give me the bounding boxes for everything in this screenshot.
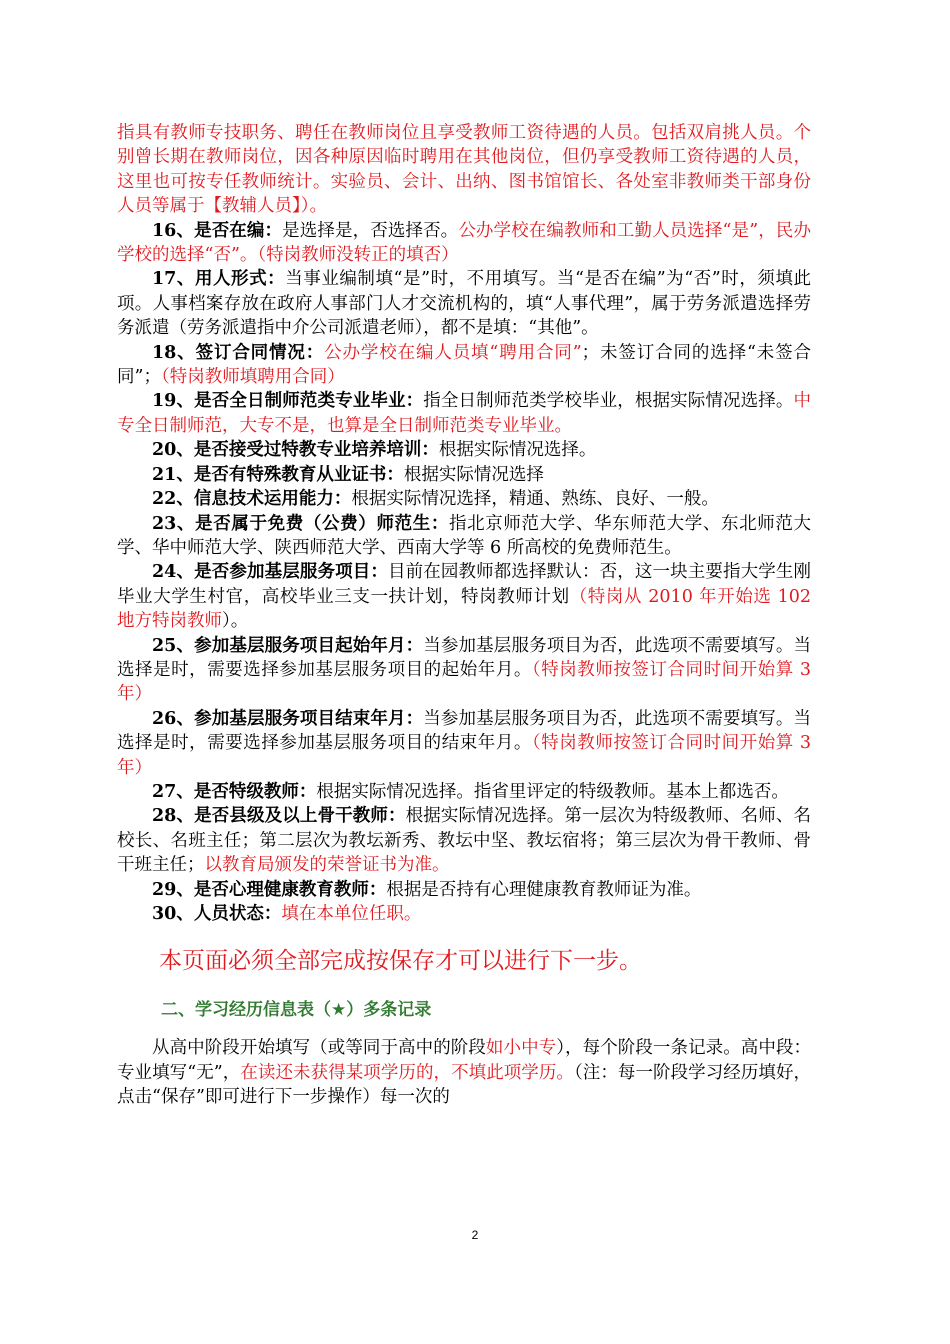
item-30-label: 30、人员状态：: [152, 904, 282, 924]
item-16: [117, 219, 811, 268]
item-18-note-1: 公办学校在编人员填“聘用合同”: [324, 342, 582, 363]
item-24-end: ）。: [222, 611, 249, 632]
item-17-label: 17、用人形式：: [152, 269, 286, 290]
item-29: [117, 878, 811, 902]
item-21-label: 21、是否有特殊教育从业证书：: [152, 464, 404, 485]
item-22-label: 22、信息技术运用能力：: [152, 489, 352, 510]
section-text-2: ），每个阶段一条记录。高中段：专业填写“无”，: [117, 1038, 812, 1083]
item-25-label: 25、参加基层服务项目起始年月：: [152, 635, 424, 656]
item-26: [117, 707, 811, 780]
item-23-label: 23、是否属于免费（公费）师范生：: [152, 513, 449, 534]
item-18: [117, 341, 811, 390]
item-27-text: 根据实际情况选择。指省里评定的特级教师。基本上都选否。: [316, 781, 789, 802]
item-30: [117, 902, 811, 926]
item-24-note: （特岗从 2010 年开始选 102 地方特岗教师: [117, 586, 811, 632]
item-30-note: 填在本单位任职。: [281, 904, 422, 924]
item-24-label: 24、是否参加基层服务项目：: [152, 562, 389, 583]
item-19-note: 中专全日制师范，大专不是，也算是全日制师范类专业毕业。: [117, 391, 812, 436]
item-27: [117, 780, 811, 804]
item-20-text: 根据实际情况选择。: [438, 440, 597, 461]
section-heading: 二、学习经历信息表（★）多条记录: [161, 1000, 432, 1021]
page-number: 2: [471, 1228, 479, 1242]
item-28-note: 以教育局颁发的荣誉证书为准。: [204, 855, 450, 876]
item-26-label: 26、参加基层服务项目结束年月：: [152, 708, 424, 729]
item-22: [117, 487, 811, 511]
item-17-text: 当事业编制填“是”时，不用填写。当“是否在编”为“否”时，须填此项。人事档案存放在政府人事部门人才交流机构的，填“人事代理”，属于劳务派遣选择劳务派遣（劳务派遣指中介公司派遣老师），都不是填：“其他”。: [117, 269, 811, 339]
item-25: [117, 634, 811, 707]
section-paragraph: [117, 1036, 811, 1109]
item-17: [117, 267, 811, 340]
item-28: [117, 804, 811, 877]
item-16-label: 16、是否在编：: [152, 220, 283, 241]
item-23: [117, 512, 811, 561]
section-note-1: 如小中专: [485, 1038, 557, 1059]
item-22-text: 根据实际情况选择，精通、熟练、良好、一般。: [351, 489, 719, 510]
save-notice: 本页面必须全部完成按保存才可以进行下一步。: [159, 948, 642, 975]
item-19: [117, 389, 811, 438]
item-20-label: 20、是否接受过特教专业培养培训：: [152, 440, 439, 461]
item-24-text: 目前在园教师都选择默认：否，这一块主要指大学生刚毕业大学生村官，高校毕业三支一扶计划，特岗教师计划: [117, 562, 811, 607]
item-28-text: 根据实际情况选择。第一层次为特级教师、名师、名校长、名班主任；第二层次为教坛新秀、教坛中坚、教坛宿将；第三层次为骨干教师、骨干班主任；: [117, 806, 812, 876]
item-26-text: 当参加基层服务项目为否，此选项不需要填写。当选择是时，需要选择参加基层服务项目的结束年月。: [117, 708, 812, 754]
item-20: [117, 438, 811, 462]
section-text-3: （注：每一阶段学习经历填好，点击“保存”即可进行下一步操作）每一次的: [117, 1062, 812, 1108]
intro-paragraph: 指具有教师专技职务、聘任在教师岗位且享受教师工资待遇的人员。包括双肩挑人员。个别曾长期在教师岗位，因各种原因临时聘用在其他岗位，但仍享受教师工资待遇的人员，这里也可按专任教师统计。实验员、会计、出纳、图书馆馆长、各处室非教师类干部身份人员等属于【教辅人员】）。: [117, 123, 811, 217]
section-text-1: 从高中阶段开始填写（或等同于高中的阶段: [152, 1038, 486, 1059]
item-18-label: 18、签订合同情况：: [152, 342, 325, 363]
item-27-label: 27、是否特级教师：: [152, 781, 317, 802]
item-16-note: 公办学校在编教师和工勤人员选择“是”，民办学校的选择“否”。（特岗教师没转正的填否）: [117, 220, 811, 266]
item-19-label: 19、是否全日制师范类专业毕业：: [152, 391, 424, 412]
item-19-text: 指全日制师范类学校毕业，根据实际情况选择。: [423, 391, 794, 412]
item-16-text: 是选择是，否选择否。: [282, 220, 459, 241]
item-29-label: 29、是否心理健康教育教师：: [152, 879, 387, 900]
section-note-2: 在读还未获得某项学历的，不填此项学历。: [240, 1062, 574, 1083]
item-18-note-2: （特岗教师填聘用合同）: [160, 367, 345, 388]
item-26-note: （特岗教师按签订合同时间开始算 3 年）: [117, 733, 812, 778]
page-content: [117, 121, 811, 1110]
item-21: [117, 463, 811, 487]
item-29-text: 根据是否持有心理健康教育教师证为准。: [386, 879, 702, 900]
item-24: [117, 560, 811, 633]
item-25-text: 当参加基层服务项目为否，此选项不需要填写。当选择是时，需要选择参加基层服务项目的起始年月。: [117, 635, 812, 680]
item-18-text: ；未签订合同的选择“未签合同”；: [117, 342, 811, 388]
item-25-note: （特岗教师按签订合同时间开始算 3 年）: [117, 659, 812, 705]
item-28-label: 28、是否县级及以上骨干教师：: [152, 806, 406, 827]
item-23-text: 指北京师范大学、华东师范大学、东北师范大学、华中师范大学、陕西师范大学、西南大学等 6 所高校的免费师范生。: [117, 513, 812, 558]
item-21-text: 根据实际情况选择: [403, 464, 544, 485]
